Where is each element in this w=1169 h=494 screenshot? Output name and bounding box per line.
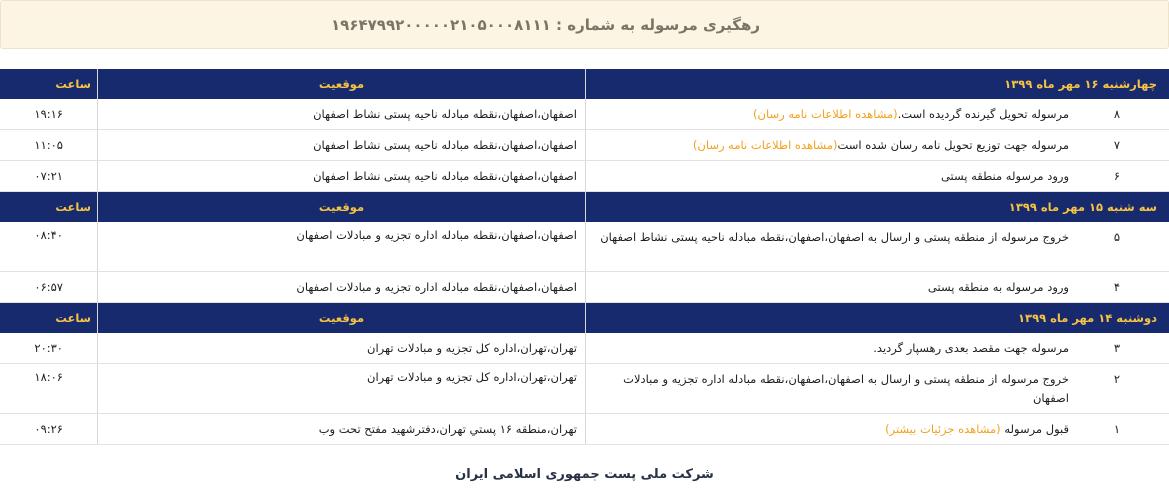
location-cell: اصفهان،اصفهان،نقطه مبادله ناحیه پستی نشاط اصفهان bbox=[97, 99, 585, 129]
status-description: خروج مرسوله از منطقه پستی و ارسال به اصفهان،اصفهان،نقطه مبادله ناحیه پستی نشاط اصفهان bbox=[600, 230, 1069, 244]
status-description: ورود مرسوله منطقه پستی bbox=[940, 168, 1069, 183]
postman-info-link[interactable]: (مشاهده اطلاعات نامه رسان) bbox=[753, 106, 898, 121]
status-description: مرسوله جهت مقصد بعدی رهسپار گردید. bbox=[873, 340, 1069, 355]
time-column-header: ساعت bbox=[55, 77, 91, 91]
location-cell: تهران،منطقه ۱۶ پستي تهران،دفترشهيد مفتح تحت وب bbox=[97, 414, 585, 444]
status-description: قبول مرسوله (مشاهده جزئیات بیشتر) bbox=[885, 421, 1069, 436]
location-cell: اصفهان،اصفهان،نقطه مبادله اداره تجزیه و مبادلات اصفهان bbox=[97, 272, 585, 302]
time-cell: ۱۹:۱۶ bbox=[34, 107, 63, 121]
row-number: ۸ bbox=[1113, 106, 1121, 121]
status-description: مرسوله جهت توزیع تحویل نامه رسان شده است(مشاهده اطلاعات نامه رسان) bbox=[692, 137, 1069, 152]
status-description: مرسوله تحویل گیرنده گردیده است.(مشاهده اطلاعات نامه رسان) bbox=[753, 106, 1069, 121]
location-column-header: موقعیت bbox=[97, 303, 585, 333]
footer-company-name: شرکت ملی پست جمهوری اسلامی ایران bbox=[455, 467, 714, 482]
tracking-title: رهگیری مرسوله به شماره : ۱۹۶۴۷۹۹۲۰۰۰۰۰۲۱۰۵۰۰۰۸۱۱۱ bbox=[331, 15, 760, 34]
time-column-header: ساعت bbox=[55, 200, 91, 214]
status-description: خروج مرسوله از منطقه پستی و ارسال به اصفهان،اصفهان،نقطه مبادله اداره تجزیه و مبادلات اصفهان bbox=[623, 372, 1069, 405]
row-number: ۳ bbox=[1113, 340, 1121, 355]
date-label: دوشنبه ۱۴ مهر ماه ۱۳۹۹ bbox=[585, 303, 1169, 333]
date-label: چهارشنبه ۱۶ مهر ماه ۱۳۹۹ bbox=[585, 69, 1169, 99]
time-cell: ۱۸:۰۶ bbox=[34, 370, 63, 384]
time-cell: ۲۰:۳۰ bbox=[34, 341, 63, 355]
time-column-header: ساعت bbox=[55, 311, 91, 325]
table-row bbox=[0, 99, 1169, 130]
location-cell: اصفهان،اصفهان،نقطه مبادله ناحیه پستی نشاط اصفهان bbox=[97, 130, 585, 160]
location-column-header: موقعیت bbox=[97, 69, 585, 99]
status-description: ورود مرسوله به منطقه پستی bbox=[927, 279, 1069, 294]
location-column-header: موقعیت bbox=[97, 192, 585, 222]
row-number: ۵ bbox=[1113, 230, 1121, 244]
row-number: ۷ bbox=[1113, 137, 1121, 152]
date-header bbox=[0, 69, 1169, 99]
table-row bbox=[0, 333, 1169, 364]
time-cell: ۰۹:۲۶ bbox=[34, 422, 63, 436]
postman-info-link[interactable]: (مشاهده اطلاعات نامه رسان) bbox=[692, 137, 838, 152]
time-cell: ۱۱:۰۵ bbox=[34, 138, 63, 152]
row-number: ۶ bbox=[1113, 168, 1121, 183]
table-row bbox=[0, 161, 1169, 192]
table-row bbox=[0, 222, 1169, 272]
row-number: ۲ bbox=[1113, 372, 1121, 386]
row-number: ۴ bbox=[1113, 279, 1121, 294]
location-cell: تهران،تهران،اداره کل تجزیه و مبادلات تهران bbox=[97, 333, 585, 363]
tracking-table bbox=[0, 69, 1169, 445]
location-cell: اصفهان،اصفهان،نقطه مبادله ناحیه پستی نشاط اصفهان bbox=[97, 161, 585, 191]
more-details-link[interactable]: (مشاهده جزئیات بیشتر) bbox=[885, 421, 1001, 436]
tracking-header bbox=[0, 0, 1169, 49]
table-row bbox=[0, 130, 1169, 161]
time-cell: ۰۶:۵۷ bbox=[34, 280, 63, 294]
row-number: ۱ bbox=[1113, 421, 1121, 436]
table-row bbox=[0, 272, 1169, 303]
location-cell: تهران،تهران،اداره کل تجزیه و مبادلات تهران bbox=[97, 364, 585, 413]
time-cell: ۰۷:۲۱ bbox=[34, 169, 63, 183]
date-header bbox=[0, 303, 1169, 333]
date-label: سه شنبه ۱۵ مهر ماه ۱۳۹۹ bbox=[585, 192, 1169, 222]
table-row bbox=[0, 364, 1169, 414]
time-cell: ۰۸:۴۰ bbox=[34, 228, 63, 242]
table-row bbox=[0, 414, 1169, 445]
date-header bbox=[0, 192, 1169, 222]
location-cell: اصفهان،اصفهان،نقطه مبادله اداره تجزیه و مبادلات اصفهان bbox=[97, 222, 585, 271]
